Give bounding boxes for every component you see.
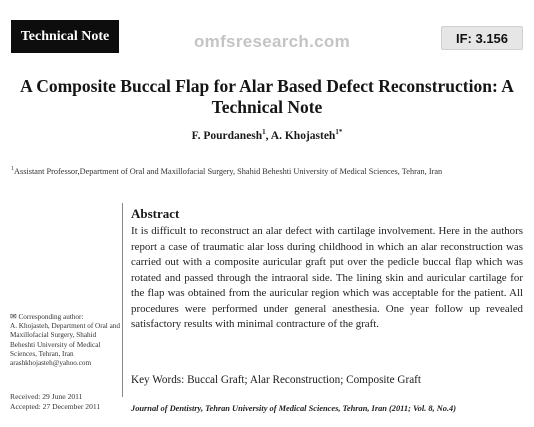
received-date: Received: 29 June 2011 bbox=[10, 392, 83, 401]
abstract-heading: Abstract bbox=[131, 206, 180, 221]
keywords: Key Words: Buccal Graft; Alar Reconstruction; Composite Graft bbox=[131, 374, 422, 386]
article-title: A Composite Buccal Flap for Alar Based Defect Reconstruction: A Technical Note bbox=[20, 76, 514, 117]
corresponding-details: A. Khojasteh, Department of Oral and Maxillofacial Surgery, Shahid Beheshti University of Medical Sciences, Tehran, Iran bbox=[10, 322, 120, 358]
author-affiliation bbox=[11, 166, 531, 176]
author-separator: , bbox=[265, 129, 271, 142]
article-type-badge bbox=[11, 20, 119, 53]
impact-factor-label: IF: 3.156 bbox=[455, 30, 509, 46]
accepted-date: Accepted: 27 December 2011 bbox=[10, 401, 101, 411]
author-affiliation-mark: 1* bbox=[335, 128, 343, 136]
author-affiliation-mark: 1 bbox=[262, 128, 266, 136]
site-watermark: omfsresearch.com bbox=[194, 32, 350, 51]
corresponding-label: Corresponding author: bbox=[18, 313, 84, 321]
corresponding-email: arashkhojasteh@yahoo.com bbox=[10, 359, 92, 368]
column-divider bbox=[122, 203, 123, 397]
abstract-text: It is difficult to reconstruct an alar defect with cartilage involvement. Here in the authors report a case of traumatic alar loss during childhood in which an alar reconstruction was carried out with a composite auricular graft put over the pedicle buccal flap which was rotated and passed through the intraoral side. The lining skin and auricular cartilage for the flap was obtained from the auricular region which was acceptable for the patient. All procedures were performed under general anesthesia. One year follow up revealed satisfactory results with minimal contracture of the graft. bbox=[131, 225, 523, 330]
impact-factor-badge bbox=[441, 26, 523, 50]
article-type-label: Technical Note bbox=[20, 28, 110, 44]
corresponding-author-block bbox=[10, 312, 122, 368]
affiliation-mark: 1 bbox=[11, 166, 14, 172]
article-dates bbox=[10, 392, 122, 412]
journal-citation: Journal of Dentistry, Tehran University of Medical Sciences, Tehran, Iran (2011; Vol. 8, No.4) bbox=[131, 404, 457, 413]
author-name: A. Khojasteh bbox=[270, 129, 336, 142]
author-name: F. Pourdanesh bbox=[191, 129, 263, 142]
envelope-icon: ✉ bbox=[10, 312, 17, 321]
affiliation-text: Assistant Professor,Department of Oral and Maxillofacial Surgery, Shahid Beheshti University of Medical Sciences, Tehran, Iran bbox=[14, 166, 443, 176]
author-list bbox=[0, 128, 534, 142]
